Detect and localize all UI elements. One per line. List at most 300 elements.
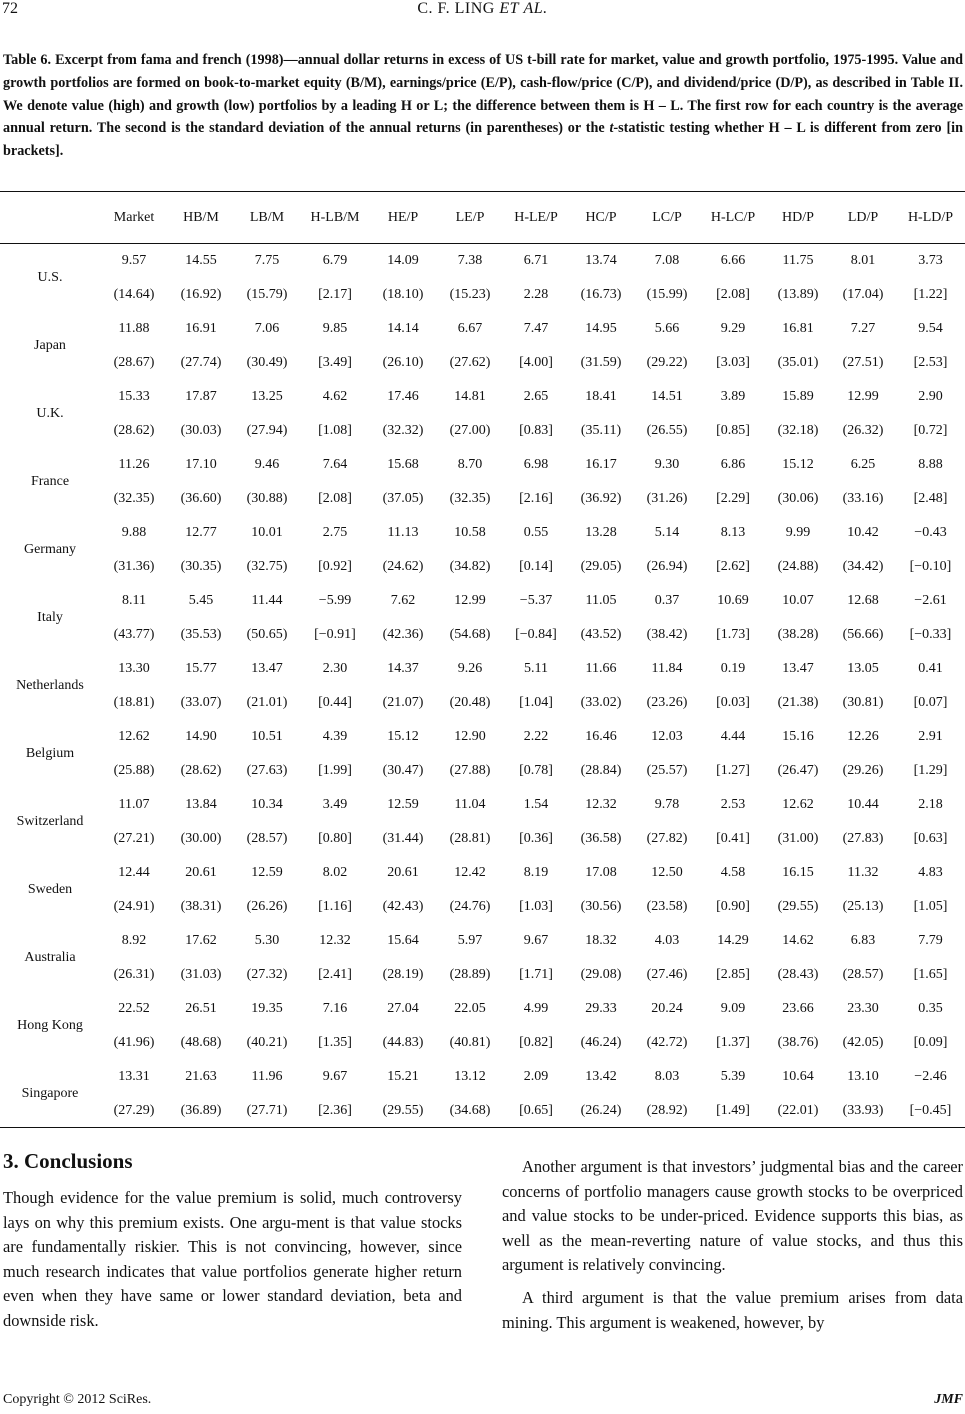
column-header: Market	[113, 210, 155, 225]
mean-return-cell: 14.14	[387, 321, 419, 336]
mean-return-cell: 4.03	[654, 933, 680, 948]
stdev-cell: [0.72]	[913, 423, 948, 438]
country-label: Italy	[37, 610, 63, 625]
table-row-mean	[0, 992, 965, 1026]
mean-return-cell: 14.29	[717, 933, 749, 948]
stdev-cell: (26.47)	[777, 763, 819, 778]
mean-return-cell: 20.24	[651, 1001, 683, 1016]
stdev-cell: (27.71)	[246, 1103, 288, 1118]
mean-return-cell: 12.50	[651, 865, 683, 880]
stdev-cell: [2.08]	[318, 491, 352, 506]
mean-return-cell: 15.68	[387, 457, 419, 472]
mean-return-cell: 14.90	[185, 729, 217, 744]
stdev-cell: (42.36)	[382, 627, 424, 642]
mean-return-cell: 9.99	[785, 525, 811, 540]
mean-return-cell: 18.41	[585, 389, 617, 404]
mean-return-cell: 10.58	[454, 525, 486, 540]
mean-return-cell: 4.99	[523, 1001, 549, 1016]
stdev-cell: [2.16]	[519, 491, 553, 506]
mean-return-cell: 10.51	[251, 729, 283, 744]
mean-return-cell: 23.30	[847, 1001, 879, 1016]
running-head-al: AL.	[523, 0, 548, 17]
table-row-mean	[0, 788, 965, 822]
stdev-cell: (27.00)	[449, 423, 491, 438]
mean-return-cell: 10.64	[782, 1069, 814, 1084]
mean-return-cell: 10.01	[251, 525, 283, 540]
stdev-cell: [1.73]	[716, 627, 750, 642]
stdev-cell: (30.56)	[580, 899, 622, 914]
stdev-cell: (32.32)	[382, 423, 424, 438]
mean-return-cell: 12.62	[118, 729, 150, 744]
stdev-cell: [0.90]	[716, 899, 750, 914]
stdev-cell: (38.76)	[777, 1035, 819, 1050]
column-header: H-LD/P	[907, 210, 954, 225]
mean-return-cell: 2.91	[918, 729, 943, 744]
mean-return-cell: 14.81	[454, 389, 486, 404]
stdev-cell: (43.52)	[580, 627, 622, 642]
stdev-cell: [1.22]	[913, 287, 948, 302]
mean-return-cell: 11.96	[251, 1069, 283, 1084]
stdev-cell: (28.57)	[842, 967, 884, 982]
mean-return-cell: 17.08	[585, 865, 617, 880]
table-row-stdev	[0, 278, 965, 312]
mean-return-cell: 12.68	[847, 593, 879, 608]
stdev-cell: (29.55)	[382, 1103, 424, 1118]
stdev-cell: (50.65)	[246, 627, 288, 642]
mean-return-cell: 7.62	[390, 593, 416, 608]
mean-return-cell: 14.37	[387, 661, 419, 676]
stdev-cell: (27.29)	[113, 1103, 155, 1118]
stdev-cell: (31.00)	[777, 831, 819, 846]
mean-return-cell: 12.44	[118, 865, 150, 880]
table-row-mean	[0, 244, 965, 278]
table-row-mean	[0, 448, 965, 482]
mean-return-cell: 2.30	[322, 661, 348, 676]
mean-return-cell: 12.32	[319, 933, 351, 948]
stdev-cell: (16.73)	[580, 287, 622, 302]
mean-return-cell: 7.47	[523, 321, 549, 336]
stdev-cell: [2.17]	[318, 287, 352, 302]
mean-return-cell: 7.79	[918, 933, 943, 948]
stdev-cell: [0.85]	[716, 423, 750, 438]
column-header: LE/P	[455, 210, 485, 225]
stdev-cell: (24.91)	[113, 899, 155, 914]
stdev-cell: (31.44)	[382, 831, 424, 846]
stdev-cell: [2.53]	[913, 355, 948, 370]
stdev-cell: [1.65]	[913, 967, 948, 982]
footer-copyright: Copyright © 2012 SciRes.	[3, 1392, 152, 1407]
mean-return-cell: 15.12	[782, 457, 814, 472]
stdev-cell: (24.62)	[382, 559, 424, 574]
mean-return-cell: −5.37	[519, 593, 553, 608]
mean-return-cell: 4.83	[918, 865, 943, 880]
mean-return-cell: 13.47	[251, 661, 283, 676]
mean-return-cell: 5.97	[457, 933, 483, 948]
mean-return-cell: 6.79	[322, 253, 348, 268]
mean-return-cell: 12.77	[185, 525, 217, 540]
stdev-cell: (42.05)	[842, 1035, 884, 1050]
mean-return-cell: 14.95	[585, 321, 617, 336]
mean-return-cell: 0.35	[918, 1001, 943, 1016]
stdev-cell: (32.75)	[246, 559, 288, 574]
mean-return-cell: 17.10	[185, 457, 217, 472]
stdev-cell: (28.92)	[646, 1103, 688, 1118]
stdev-cell: [2.48]	[913, 491, 948, 506]
mean-return-cell: 12.62	[782, 797, 814, 812]
stdev-cell: [1.99]	[318, 763, 352, 778]
stdev-cell: [1.37]	[716, 1035, 750, 1050]
stdev-cell: (28.62)	[180, 763, 222, 778]
right-column	[502, 1155, 963, 1343]
stdev-cell: (29.55)	[777, 899, 819, 914]
mean-return-cell: 16.91	[185, 321, 217, 336]
mean-return-cell: 2.75	[322, 525, 348, 540]
mean-return-cell: 12.26	[847, 729, 879, 744]
mean-return-cell: 13.84	[185, 797, 217, 812]
mean-return-cell: 2.22	[523, 729, 549, 744]
stdev-cell: (26.10)	[382, 355, 424, 370]
stdev-cell: (24.88)	[777, 559, 819, 574]
table-row-stdev	[0, 1026, 965, 1060]
mean-return-cell: 3.49	[322, 797, 348, 812]
mean-return-cell: 18.32	[585, 933, 617, 948]
mean-return-cell: 8.02	[322, 865, 348, 880]
mean-return-cell: 13.31	[118, 1069, 150, 1084]
mean-return-cell: 5.39	[720, 1069, 746, 1084]
stdev-cell: [0.65]	[519, 1103, 553, 1118]
stdev-cell: (30.03)	[180, 423, 222, 438]
stdev-cell: (30.81)	[842, 695, 884, 710]
column-header: H-LC/P	[710, 210, 756, 225]
stdev-cell: (23.58)	[646, 899, 688, 914]
returns-table	[0, 192, 965, 1128]
stdev-cell: (34.82)	[449, 559, 491, 574]
stdev-cell: [4.00]	[519, 355, 553, 370]
stdev-cell: (40.21)	[246, 1035, 288, 1050]
stdev-cell: (26.32)	[842, 423, 884, 438]
table-row-stdev	[0, 618, 965, 652]
column-header: H-LB/M	[310, 210, 360, 225]
mean-return-cell: 7.16	[322, 1001, 348, 1016]
stdev-cell: [2.08]	[716, 287, 750, 302]
stdev-cell: [3.49]	[318, 355, 352, 370]
mean-return-cell: 11.05	[585, 593, 617, 608]
stdev-cell: (31.36)	[113, 559, 155, 574]
stdev-cell: (29.22)	[646, 355, 688, 370]
mean-return-cell: 15.33	[118, 389, 150, 404]
stdev-cell: (35.53)	[180, 627, 222, 642]
mean-return-cell: 14.62	[782, 933, 814, 948]
stdev-cell: [2.41]	[318, 967, 352, 982]
running-head	[0, 0, 965, 18]
mean-return-cell: −0.43	[914, 525, 947, 540]
stdev-cell: (54.68)	[449, 627, 491, 642]
stdev-cell: (36.60)	[180, 491, 222, 506]
table-row-stdev	[0, 890, 965, 924]
stdev-cell: (28.19)	[382, 967, 424, 982]
stdev-cell: (26.94)	[646, 559, 688, 574]
stdev-cell: (29.26)	[842, 763, 884, 778]
caption-t-italic: t	[609, 120, 614, 137]
stdev-cell: (25.88)	[113, 763, 155, 778]
stdev-cell: (21.01)	[246, 695, 288, 710]
mean-return-cell: 26.51	[185, 1001, 217, 1016]
mean-return-cell: 22.05	[454, 1001, 486, 1016]
stdev-cell: (17.04)	[842, 287, 884, 302]
stdev-cell: (36.92)	[580, 491, 622, 506]
mean-return-cell: 11.44	[251, 593, 283, 608]
stdev-cell: (40.81)	[449, 1035, 491, 1050]
stdev-cell: [2.85]	[716, 967, 750, 982]
mean-return-cell: 8.92	[121, 933, 147, 948]
stdev-cell: (26.26)	[246, 899, 288, 914]
stdev-cell: (27.82)	[646, 831, 688, 846]
mean-return-cell: 11.75	[782, 253, 814, 268]
mean-return-cell: 5.14	[654, 525, 680, 540]
stdev-cell: (42.43)	[382, 899, 424, 914]
mean-return-cell: 5.11	[524, 661, 548, 676]
stdev-cell: [1.35]	[318, 1035, 352, 1050]
mean-return-cell: 11.84	[651, 661, 683, 676]
stdev-cell: (15.23)	[449, 287, 491, 302]
mean-return-cell: 11.32	[847, 865, 879, 880]
mean-return-cell: 7.27	[850, 321, 876, 336]
table-row-mean	[0, 720, 965, 754]
stdev-cell: (35.11)	[580, 423, 622, 438]
running-head-et: ET	[499, 0, 519, 17]
table-row-mean	[0, 1060, 965, 1094]
stdev-cell: (27.51)	[842, 355, 884, 370]
table-body	[0, 244, 965, 1128]
mean-return-cell: 0.41	[918, 661, 943, 676]
stdev-cell: (43.77)	[113, 627, 155, 642]
stdev-cell: (28.84)	[580, 763, 622, 778]
mean-return-cell: 9.54	[918, 321, 943, 336]
stdev-cell: (27.63)	[246, 763, 288, 778]
mean-return-cell: 21.63	[185, 1069, 217, 1084]
stdev-cell: [0.14]	[519, 559, 553, 574]
mean-return-cell: 15.89	[782, 389, 814, 404]
mean-return-cell: 7.75	[254, 253, 280, 268]
country-label: Australia	[24, 950, 76, 965]
mean-return-cell: 6.83	[850, 933, 876, 948]
stdev-cell: (35.01)	[777, 355, 819, 370]
stdev-cell: [1.03]	[519, 899, 553, 914]
stdev-cell: [1.16]	[318, 899, 352, 914]
mean-return-cell: −2.61	[914, 593, 947, 608]
mean-return-cell: 6.98	[523, 457, 549, 472]
stdev-cell: (38.28)	[777, 627, 819, 642]
stdev-cell: (37.05)	[382, 491, 424, 506]
column-header: HD/P	[782, 210, 814, 225]
stdev-cell: (27.88)	[449, 763, 491, 778]
mean-return-cell: 15.21	[387, 1069, 419, 1084]
mean-return-cell: 4.39	[322, 729, 348, 744]
mean-return-cell: 15.77	[185, 661, 217, 676]
mean-return-cell: 13.42	[585, 1069, 617, 1084]
stdev-cell: (30.47)	[382, 763, 424, 778]
mean-return-cell: 5.45	[188, 593, 214, 608]
stdev-cell: (44.83)	[382, 1035, 424, 1050]
stdev-cell: (28.67)	[113, 355, 155, 370]
stdev-cell: (27.62)	[449, 355, 491, 370]
mean-return-cell: 2.18	[918, 797, 943, 812]
page-number: 72	[2, 0, 18, 17]
country-label: France	[30, 474, 70, 489]
mean-return-cell: 13.05	[847, 661, 879, 676]
stdev-cell: [3.03]	[716, 355, 750, 370]
column-header: HE/P	[387, 210, 419, 225]
country-label: Japan	[34, 338, 66, 353]
mean-return-cell: 20.61	[185, 865, 217, 880]
stdev-cell: [0.36]	[519, 831, 553, 846]
stdev-cell: [−0.91]	[314, 627, 356, 642]
stdev-cell: (42.72)	[646, 1035, 688, 1050]
section-title: 3. Conclusions	[3, 1149, 133, 1173]
column-header: HC/P	[585, 210, 617, 225]
stdev-cell: (16.92)	[180, 287, 222, 302]
table-row-mean	[0, 516, 965, 550]
mean-return-cell: 17.46	[387, 389, 419, 404]
stdev-cell: (30.49)	[246, 355, 288, 370]
stdev-cell: [−0.33]	[909, 627, 952, 642]
stdev-cell: [1.29]	[913, 763, 948, 778]
mean-return-cell: 9.78	[654, 797, 680, 812]
stdev-cell: [0.63]	[913, 831, 948, 846]
column-header-blank	[0, 192, 100, 244]
column-header: LC/P	[652, 210, 682, 225]
mean-return-cell: 7.08	[654, 253, 680, 268]
mean-return-cell: 7.64	[322, 457, 348, 472]
stdev-cell: (15.79)	[246, 287, 288, 302]
stdev-cell: [2.62]	[716, 559, 750, 574]
stdev-cell: (21.38)	[777, 695, 819, 710]
stdev-cell: [1.08]	[318, 423, 352, 438]
stdev-cell: (29.08)	[580, 967, 622, 982]
mean-return-cell: 11.13	[387, 525, 419, 540]
stdev-cell: (34.68)	[449, 1103, 491, 1118]
mean-return-cell: 9.85	[322, 321, 348, 336]
mean-return-cell: 13.74	[585, 253, 617, 268]
running-head-author: C. F. LING	[417, 0, 495, 17]
country-label: Belgium	[25, 746, 75, 761]
stdev-cell: (32.18)	[777, 423, 819, 438]
right-paragraph-1: Another argument is that investors’ judgmental bias and the career concerns of portfolio managers cause growth stocks to be overpriced and value stocks to be under-priced. Evidence supports this bias, as well as the mean-reverting nature of value stocks, and thus this argument is relatively convincing.	[502, 1157, 963, 1275]
mean-return-cell: 0.37	[654, 593, 680, 608]
mean-return-cell: 11.66	[585, 661, 617, 676]
mean-return-cell: 10.69	[717, 593, 749, 608]
mean-return-cell: 16.81	[782, 321, 814, 336]
mean-return-cell: 9.57	[121, 253, 147, 268]
mean-return-cell: 8.11	[122, 593, 146, 608]
stdev-cell: [0.82]	[519, 1035, 553, 1050]
mean-return-cell: 13.25	[251, 389, 283, 404]
mean-return-cell: 12.99	[454, 593, 486, 608]
mean-return-cell: 8.70	[457, 457, 483, 472]
table-row-stdev	[0, 754, 965, 788]
stdev-cell: (15.99)	[646, 287, 688, 302]
mean-return-cell: 12.42	[454, 865, 486, 880]
country-label: U.S.	[37, 270, 63, 285]
stdev-cell: (13.89)	[777, 287, 819, 302]
stdev-cell: [1.71]	[519, 967, 553, 982]
stdev-cell: [0.07]	[913, 695, 948, 710]
stdev-cell: (29.05)	[580, 559, 622, 574]
stdev-cell: (27.83)	[842, 831, 884, 846]
mean-return-cell: 12.99	[847, 389, 879, 404]
stdev-cell: (31.03)	[180, 967, 222, 982]
stdev-cell: (30.00)	[180, 831, 222, 846]
table-row-stdev	[0, 346, 965, 380]
table-row-stdev	[0, 414, 965, 448]
stdev-cell: (48.68)	[180, 1035, 222, 1050]
caption-part1: Table 6. Excerpt from fama and french (1998)—annual dollar returns in excess of US t-bill rate for market, value and growth portfolio, 1975-1995. Value and growth portfolios are formed on book-to-market equity (B/M), earnings/price (E/P), cash-flow/price (C/P), and dividend/price (D/P), as described in Table II. We denote value (high) and growth (low) portfolios by a leading H or L; the difference between them is H – L. The first row for each country is the average annual return. The second is the standard deviation of the annual returns (in parentheses) or the	[3, 52, 963, 137]
mean-return-cell: 0.19	[720, 661, 746, 676]
mean-return-cell: 11.07	[118, 797, 150, 812]
mean-return-cell: 4.62	[322, 389, 348, 404]
stdev-cell: (27.94)	[246, 423, 288, 438]
mean-return-cell: 10.07	[782, 593, 814, 608]
mean-return-cell: 3.73	[918, 253, 943, 268]
stdev-cell: (28.43)	[777, 967, 819, 982]
mean-return-cell: 13.12	[454, 1069, 486, 1084]
footer-journal: JMF	[934, 1392, 963, 1407]
table-row-stdev	[0, 958, 965, 992]
mean-return-cell: −2.46	[914, 1069, 947, 1084]
mean-return-cell: 2.65	[523, 389, 549, 404]
mean-return-cell: 11.26	[118, 457, 150, 472]
stdev-cell: [2.29]	[716, 491, 750, 506]
mean-return-cell: 4.44	[720, 729, 746, 744]
country-label: Germany	[23, 542, 77, 557]
stdev-cell: (28.81)	[449, 831, 491, 846]
stdev-cell: [1.04]	[519, 695, 553, 710]
stdev-cell: (31.26)	[646, 491, 688, 506]
mean-return-cell: 6.71	[523, 253, 549, 268]
mean-return-cell: 6.66	[720, 253, 746, 268]
stdev-cell: (33.93)	[842, 1103, 884, 1118]
mean-return-cell: 12.59	[251, 865, 283, 880]
stdev-cell: [1.05]	[913, 899, 948, 914]
mean-return-cell: 2.09	[523, 1069, 549, 1084]
stdev-cell: [0.03]	[716, 695, 750, 710]
mean-return-cell: 9.67	[322, 1069, 348, 1084]
stdev-cell: (26.24)	[580, 1103, 622, 1118]
mean-return-cell: 15.12	[387, 729, 419, 744]
mean-return-cell: 4.58	[720, 865, 746, 880]
mean-return-cell: 6.67	[457, 321, 483, 336]
mean-return-cell: 7.38	[457, 253, 483, 268]
mean-return-cell: 8.88	[918, 457, 943, 472]
mean-return-cell: 9.30	[654, 457, 680, 472]
mean-return-cell: 7.06	[254, 321, 280, 336]
stdev-cell: (38.31)	[180, 899, 222, 914]
country-label: Netherlands	[16, 678, 84, 693]
mean-return-cell: 11.88	[118, 321, 150, 336]
stdev-cell: (25.57)	[646, 763, 688, 778]
mean-return-cell: 13.47	[782, 661, 814, 676]
stdev-cell: (56.66)	[842, 627, 884, 642]
stdev-cell: (27.32)	[246, 967, 288, 982]
mean-return-cell: 15.16	[782, 729, 814, 744]
stdev-cell: (28.62)	[113, 423, 155, 438]
stdev-cell: (25.13)	[842, 899, 884, 914]
column-header: LB/M	[249, 210, 285, 225]
stdev-cell: (22.01)	[777, 1103, 819, 1118]
stdev-cell: [0.78]	[519, 763, 553, 778]
mean-return-cell: 13.28	[585, 525, 617, 540]
country-label: U.K.	[36, 406, 64, 421]
